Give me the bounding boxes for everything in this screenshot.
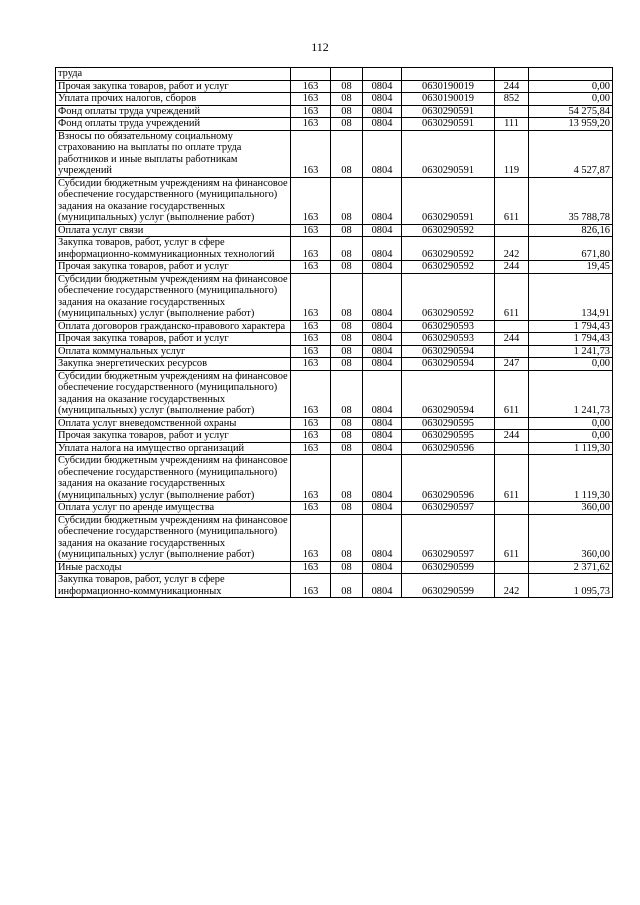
subsection-code-cell: 0804 xyxy=(363,261,402,274)
section-code-cell: 08 xyxy=(331,430,363,443)
target-article-cell: 0630290592 xyxy=(402,237,495,261)
amount-cell: 0,00 xyxy=(529,80,613,93)
department-code-cell: 163 xyxy=(291,370,331,417)
department-code-cell: 163 xyxy=(291,561,331,574)
department-code-cell: 163 xyxy=(291,358,331,371)
amount-cell: 1 095,73 xyxy=(529,574,613,598)
amount-cell: 4 527,87 xyxy=(529,130,613,177)
department-code-cell: 163 xyxy=(291,502,331,515)
department-code-cell: 163 xyxy=(291,177,331,224)
subsection-code-cell: 0804 xyxy=(363,224,402,237)
expense-name-cell: Уплата прочих налогов, сборов xyxy=(56,93,291,106)
expense-name-cell: Прочая закупка товаров, работ и услуг xyxy=(56,333,291,346)
subsection-code-cell: 0804 xyxy=(363,514,402,561)
amount-cell xyxy=(529,68,613,81)
section-code-cell: 08 xyxy=(331,224,363,237)
department-code-cell: 163 xyxy=(291,417,331,430)
subsection-code-cell: 0804 xyxy=(363,130,402,177)
subsection-code-cell: 0804 xyxy=(363,574,402,598)
subsection-code-cell xyxy=(363,68,402,81)
department-code-cell: 163 xyxy=(291,130,331,177)
target-article-cell: 0630290592 xyxy=(402,261,495,274)
department-code-cell: 163 xyxy=(291,514,331,561)
expense-name-cell: Оплата договоров гражданско-правового характера xyxy=(56,320,291,333)
expense-name-cell: Закупка товаров, работ, услуг в сфере информационно-коммуникационных xyxy=(56,574,291,598)
subsection-code-cell: 0804 xyxy=(363,118,402,131)
budget-table-body xyxy=(56,68,613,598)
section-code-cell: 08 xyxy=(331,93,363,106)
amount-cell: 0,00 xyxy=(529,417,613,430)
subsection-code-cell: 0804 xyxy=(363,237,402,261)
target-article-cell: 0630290592 xyxy=(402,224,495,237)
table-row xyxy=(56,80,613,93)
expense-type-cell: 111 xyxy=(495,118,529,131)
expense-name-cell: Оплата услуг вневедомственной охраны xyxy=(56,417,291,430)
subsection-code-cell: 0804 xyxy=(363,430,402,443)
expense-name-cell: Субсидии бюджетным учреждениям на финансовое обеспечение государственного (муниципального) задания на оказание государственных (муниципальных) услуг (выполнение работ) xyxy=(56,273,291,320)
section-code-cell xyxy=(331,68,363,81)
amount-cell: 1 241,73 xyxy=(529,370,613,417)
expense-type-cell xyxy=(495,442,529,455)
subsection-code-cell: 0804 xyxy=(363,273,402,320)
table-row xyxy=(56,370,613,417)
department-code-cell: 163 xyxy=(291,320,331,333)
expense-type-cell: 244 xyxy=(495,80,529,93)
table-row xyxy=(56,514,613,561)
expense-type-cell: 611 xyxy=(495,370,529,417)
section-code-cell: 08 xyxy=(331,502,363,515)
target-article-cell: 0630290591 xyxy=(402,130,495,177)
amount-cell: 19,45 xyxy=(529,261,613,274)
section-code-cell: 08 xyxy=(331,417,363,430)
table-row xyxy=(56,417,613,430)
section-code-cell: 08 xyxy=(331,574,363,598)
target-article-cell: 0630290597 xyxy=(402,502,495,515)
target-article-cell: 0630290592 xyxy=(402,273,495,320)
subsection-code-cell: 0804 xyxy=(363,502,402,515)
expense-name-cell: Субсидии бюджетным учреждениям на финансовое обеспечение государственного (муниципального) задания на оказание государственных (муниципальных) услуг (выполнение работ) xyxy=(56,177,291,224)
target-article-cell: 0630290594 xyxy=(402,370,495,417)
budget-table xyxy=(55,67,613,598)
expense-name-cell: Прочая закупка товаров, работ и услуг xyxy=(56,261,291,274)
expense-name-cell: Прочая закупка товаров, работ и услуг xyxy=(56,80,291,93)
amount-cell: 360,00 xyxy=(529,502,613,515)
section-code-cell: 08 xyxy=(331,514,363,561)
target-article-cell: 0630290591 xyxy=(402,105,495,118)
expense-type-cell: 242 xyxy=(495,574,529,598)
expense-name-cell: Фонд оплаты труда учреждений xyxy=(56,105,291,118)
section-code-cell: 08 xyxy=(331,442,363,455)
section-code-cell: 08 xyxy=(331,561,363,574)
amount-cell: 826,16 xyxy=(529,224,613,237)
table-row xyxy=(56,93,613,106)
expense-type-cell xyxy=(495,320,529,333)
department-code-cell: 163 xyxy=(291,455,331,502)
target-article-cell: 0630290599 xyxy=(402,574,495,598)
amount-cell: 134,91 xyxy=(529,273,613,320)
subsection-code-cell: 0804 xyxy=(363,345,402,358)
target-article-cell: 0630290591 xyxy=(402,118,495,131)
subsection-code-cell: 0804 xyxy=(363,105,402,118)
section-code-cell: 08 xyxy=(331,130,363,177)
expense-type-cell: 611 xyxy=(495,455,529,502)
table-row xyxy=(56,68,613,81)
section-code-cell: 08 xyxy=(331,333,363,346)
amount-cell: 0,00 xyxy=(529,93,613,106)
section-code-cell: 08 xyxy=(331,237,363,261)
expense-type-cell: 244 xyxy=(495,333,529,346)
section-code-cell: 08 xyxy=(331,105,363,118)
subsection-code-cell: 0804 xyxy=(363,333,402,346)
amount-cell: 1 241,73 xyxy=(529,345,613,358)
expense-name-cell: Оплата коммунальных услуг xyxy=(56,345,291,358)
table-row xyxy=(56,442,613,455)
department-code-cell: 163 xyxy=(291,574,331,598)
table-row xyxy=(56,224,613,237)
expense-type-cell xyxy=(495,502,529,515)
expense-name-cell: Уплата налога на имущество организаций xyxy=(56,442,291,455)
section-code-cell: 08 xyxy=(331,80,363,93)
target-article-cell: 0630290594 xyxy=(402,345,495,358)
amount-cell: 360,00 xyxy=(529,514,613,561)
target-article-cell: 0630190019 xyxy=(402,93,495,106)
subsection-code-cell: 0804 xyxy=(363,442,402,455)
target-article-cell: 0630290596 xyxy=(402,455,495,502)
target-article-cell: 0630290593 xyxy=(402,320,495,333)
table-row xyxy=(56,261,613,274)
amount-cell: 1 119,30 xyxy=(529,455,613,502)
target-article-cell: 0630290597 xyxy=(402,514,495,561)
subsection-code-cell: 0804 xyxy=(363,455,402,502)
expense-type-cell xyxy=(495,417,529,430)
table-row xyxy=(56,561,613,574)
table-row xyxy=(56,105,613,118)
expense-type-cell: 611 xyxy=(495,177,529,224)
department-code-cell: 163 xyxy=(291,118,331,131)
department-code-cell: 163 xyxy=(291,442,331,455)
subsection-code-cell: 0804 xyxy=(363,93,402,106)
table-row xyxy=(56,130,613,177)
subsection-code-cell: 0804 xyxy=(363,358,402,371)
subsection-code-cell: 0804 xyxy=(363,370,402,417)
expense-type-cell xyxy=(495,68,529,81)
section-code-cell: 08 xyxy=(331,118,363,131)
subsection-code-cell: 0804 xyxy=(363,320,402,333)
expense-name-cell: Фонд оплаты труда учреждений xyxy=(56,118,291,131)
expense-name-cell: Субсидии бюджетным учреждениям на финансовое обеспечение государственного (муниципального) задания на оказание государственных (муниципальных) услуг (выполнение работ) xyxy=(56,370,291,417)
expense-type-cell xyxy=(495,105,529,118)
expense-type-cell: 244 xyxy=(495,261,529,274)
table-row xyxy=(56,273,613,320)
amount-cell: 671,80 xyxy=(529,237,613,261)
target-article-cell xyxy=(402,68,495,81)
table-row xyxy=(56,345,613,358)
table-row xyxy=(56,574,613,598)
target-article-cell: 0630290594 xyxy=(402,358,495,371)
page-number: 112 xyxy=(311,40,329,54)
amount-cell: 0,00 xyxy=(529,430,613,443)
table-row xyxy=(56,358,613,371)
expense-name-cell: Закупка товаров, работ, услуг в сфере информационно-коммуникационных технологий xyxy=(56,237,291,261)
table-row xyxy=(56,430,613,443)
subsection-code-cell: 0804 xyxy=(363,417,402,430)
expense-type-cell: 247 xyxy=(495,358,529,371)
amount-cell: 1 794,43 xyxy=(529,320,613,333)
department-code-cell: 163 xyxy=(291,273,331,320)
department-code-cell: 163 xyxy=(291,224,331,237)
expense-name-cell: Субсидии бюджетным учреждениям на финансовое обеспечение государственного (муниципального) задания на оказание государственных (муниципальных) услуг (выполнение работ) xyxy=(56,455,291,502)
expense-type-cell: 242 xyxy=(495,237,529,261)
table-row xyxy=(56,333,613,346)
expense-type-cell xyxy=(495,561,529,574)
section-code-cell: 08 xyxy=(331,358,363,371)
department-code-cell: 163 xyxy=(291,261,331,274)
table-row xyxy=(56,320,613,333)
expense-type-cell xyxy=(495,224,529,237)
target-article-cell: 0630290593 xyxy=(402,333,495,346)
section-code-cell: 08 xyxy=(331,177,363,224)
expense-type-cell xyxy=(495,345,529,358)
table-row xyxy=(56,502,613,515)
expense-name-cell: Субсидии бюджетным учреждениям на финансовое обеспечение государственного (муниципального) задания на оказание государственных (муниципальных) услуг (выполнение работ) xyxy=(56,514,291,561)
target-article-cell: 0630190019 xyxy=(402,80,495,93)
section-code-cell: 08 xyxy=(331,370,363,417)
expense-type-cell: 611 xyxy=(495,514,529,561)
amount-cell: 35 788,78 xyxy=(529,177,613,224)
expense-name-cell: Оплата услуг связи xyxy=(56,224,291,237)
expense-name-cell: труда xyxy=(56,68,291,81)
target-article-cell: 0630290591 xyxy=(402,177,495,224)
department-code-cell xyxy=(291,68,331,81)
expense-name-cell: Иные расходы xyxy=(56,561,291,574)
target-article-cell: 0630290595 xyxy=(402,417,495,430)
department-code-cell: 163 xyxy=(291,430,331,443)
department-code-cell: 163 xyxy=(291,105,331,118)
subsection-code-cell: 0804 xyxy=(363,177,402,224)
target-article-cell: 0630290596 xyxy=(402,442,495,455)
expense-type-cell: 119 xyxy=(495,130,529,177)
amount-cell: 0,00 xyxy=(529,358,613,371)
section-code-cell: 08 xyxy=(331,345,363,358)
expense-name-cell: Закупка энергетических ресурсов xyxy=(56,358,291,371)
subsection-code-cell: 0804 xyxy=(363,561,402,574)
section-code-cell: 08 xyxy=(331,273,363,320)
target-article-cell: 0630290595 xyxy=(402,430,495,443)
amount-cell: 1 794,43 xyxy=(529,333,613,346)
expense-name-cell: Взносы по обязательному социальному страхованию на выплаты по оплате труда работников и иные выплаты работникам учреждений xyxy=(56,130,291,177)
department-code-cell: 163 xyxy=(291,80,331,93)
expense-type-cell: 611 xyxy=(495,273,529,320)
subsection-code-cell: 0804 xyxy=(363,80,402,93)
table-row xyxy=(56,455,613,502)
section-code-cell: 08 xyxy=(331,320,363,333)
table-row xyxy=(56,177,613,224)
department-code-cell: 163 xyxy=(291,93,331,106)
amount-cell: 1 119,30 xyxy=(529,442,613,455)
expense-type-cell: 244 xyxy=(495,430,529,443)
expense-name-cell: Оплата услуг по аренде имущества xyxy=(56,502,291,515)
expense-name-cell: Прочая закупка товаров, работ и услуг xyxy=(56,430,291,443)
table-row xyxy=(56,118,613,131)
department-code-cell: 163 xyxy=(291,333,331,346)
section-code-cell: 08 xyxy=(331,455,363,502)
amount-cell: 54 275,84 xyxy=(529,105,613,118)
department-code-cell: 163 xyxy=(291,345,331,358)
target-article-cell: 0630290599 xyxy=(402,561,495,574)
amount-cell: 2 371,62 xyxy=(529,561,613,574)
section-code-cell: 08 xyxy=(331,261,363,274)
amount-cell: 13 959,20 xyxy=(529,118,613,131)
expense-type-cell: 852 xyxy=(495,93,529,106)
department-code-cell: 163 xyxy=(291,237,331,261)
table-row xyxy=(56,237,613,261)
